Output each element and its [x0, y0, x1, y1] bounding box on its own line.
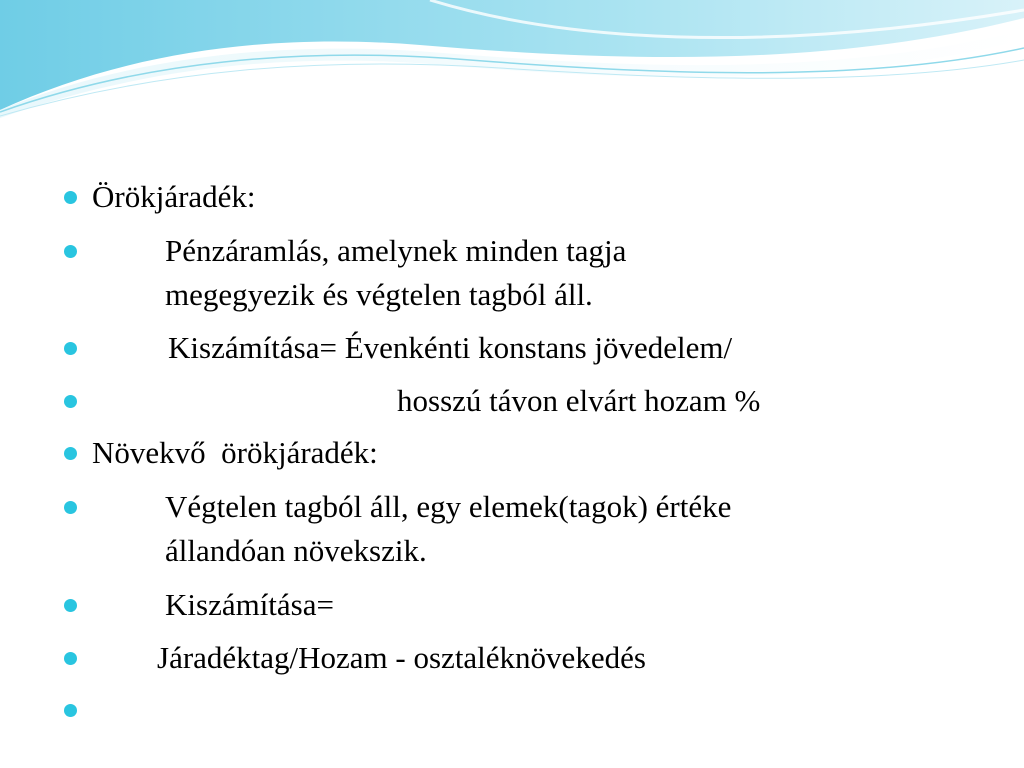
bullet-dot-icon [64, 342, 77, 355]
bullet-text: Kiszámítása= Évenkénti konstans jövedelem/ [168, 330, 733, 365]
bullet-dot-icon [64, 245, 77, 258]
bullet-dot-icon [64, 652, 77, 665]
bullet-dot-icon [64, 501, 77, 514]
bullet-dot-icon [64, 191, 77, 204]
bullet-text: Kiszámítása= [165, 587, 334, 622]
bullet-dot-icon [64, 599, 77, 612]
bullet-text: Pénzáramlás, amelynek minden tagja megegyezik és végtelen tagból áll. [165, 233, 627, 312]
bullet-dot-icon [64, 395, 77, 408]
bullet-dot-icon [64, 704, 77, 717]
bullet-text: Növekvő örökjáradék: [92, 435, 378, 470]
bullet-text: Örökjáradék: [92, 179, 256, 214]
bullet-text: Végtelen tagból áll, egy elemek(tagok) értéke állandóan növekszik. [165, 489, 732, 568]
bullet-text: hosszú távon elvárt hozam % [397, 383, 761, 418]
bullet-text: Járadéktag/Hozam - osztaléknövekedés [157, 640, 646, 675]
bullet-dot-icon [64, 447, 77, 460]
